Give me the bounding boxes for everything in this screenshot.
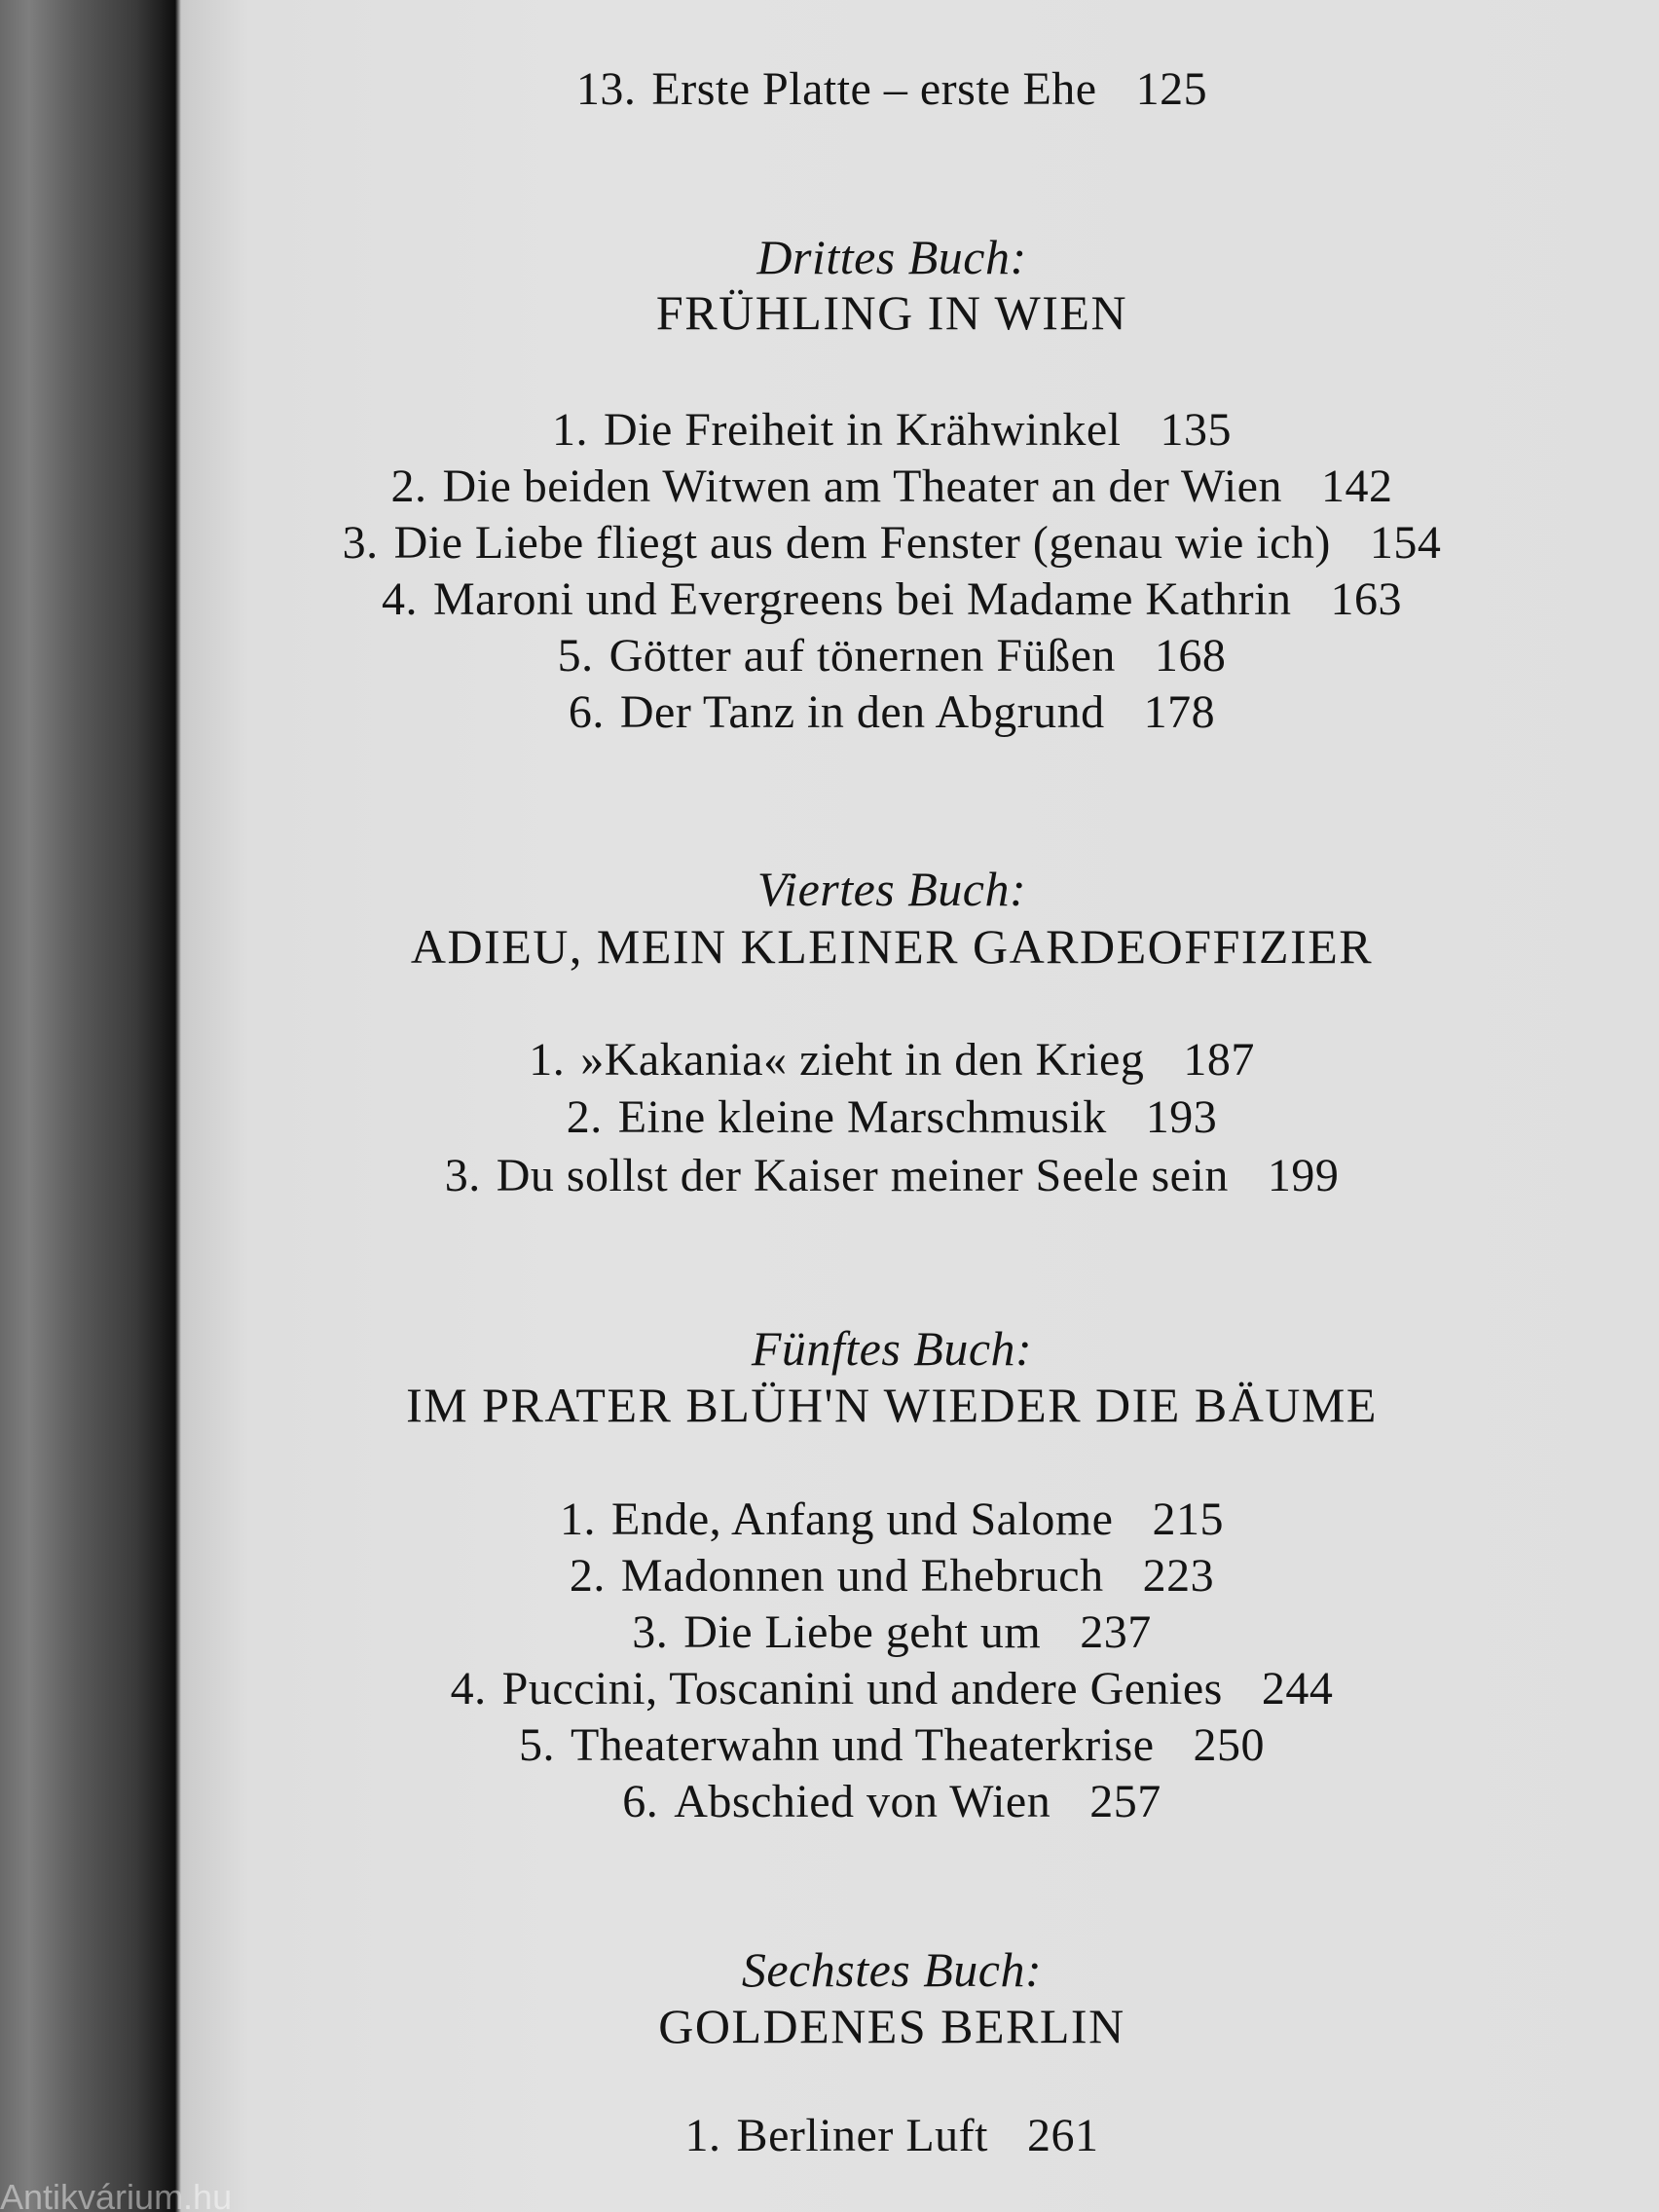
entry-page: 163 — [1330, 573, 1402, 625]
toc-entry — [191, 1717, 1593, 1774]
toc-entry — [191, 1661, 1593, 1717]
entry-title: Erste Platte – erste Ehe — [651, 63, 1097, 115]
entry-title: Die Liebe geht um — [683, 1606, 1042, 1658]
toc-entry — [191, 2108, 1593, 2164]
entry-page: 178 — [1143, 686, 1216, 738]
entry-number: 2. — [390, 461, 427, 512]
entry-title: Die Freiheit in Krähwinkel — [603, 404, 1122, 456]
entry-number: 4. — [381, 573, 418, 625]
book-title: GOLDENES BERLIN — [658, 1999, 1125, 2053]
entry-number: 6. — [568, 686, 605, 738]
entry-title: Madonnen und Ehebruch — [620, 1550, 1104, 1602]
toc-entry — [191, 1032, 1593, 1088]
book-label: Sechstes Buch: — [741, 1942, 1043, 1997]
entry-title: Die Liebe fliegt aus dem Fenster (genau wie ich) — [393, 517, 1331, 569]
table-of-contents — [191, 0, 1593, 2212]
entry-number: 2. — [566, 1091, 603, 1143]
entry-page: 199 — [1267, 1150, 1340, 1201]
entry-number: 3. — [342, 517, 379, 569]
entry-title: »Kakania« zieht in den Krieg — [580, 1034, 1145, 1086]
book-title: ADIEU, MEIN KLEINER GARDEOFFIZIER — [410, 919, 1374, 974]
entry-title: Götter auf tönernen Füßen — [608, 630, 1116, 682]
book-label: Viertes Buch: — [756, 862, 1027, 916]
entry-number: 1. — [684, 2110, 721, 2161]
toc-entry — [191, 1492, 1593, 1548]
entry-number: 6. — [622, 1776, 659, 1827]
entry-page: 244 — [1261, 1663, 1334, 1714]
book-label: Drittes Buch: — [756, 230, 1027, 284]
toc-entry — [191, 1089, 1593, 1146]
entry-number: 3. — [444, 1150, 481, 1201]
entry-title: Ende, Anfang und Salome — [611, 1493, 1114, 1545]
entry-number: 1. — [529, 1034, 566, 1086]
entry-title: Berliner Luft — [736, 2110, 988, 2161]
entry-number: 5. — [518, 1719, 555, 1771]
watermark: Antikvárium.hu — [0, 2177, 233, 2212]
entry-title: Abschied von Wien — [674, 1776, 1051, 1827]
toc-entry — [191, 1774, 1593, 1830]
entry-title: Puccini, Toscanini und andere Genies — [501, 1663, 1223, 1714]
toc-entry — [191, 1548, 1593, 1604]
entry-title: Maroni und Evergreens bei Madame Kathrin — [432, 573, 1292, 625]
toc-entry — [191, 628, 1593, 684]
toc-entry — [191, 61, 1593, 118]
book-title: FRÜHLING IN WIEN — [655, 285, 1128, 340]
toc-entry — [191, 515, 1593, 571]
entry-page: 193 — [1145, 1091, 1218, 1143]
entry-number: 3. — [632, 1606, 669, 1658]
entry-number: 1. — [560, 1493, 597, 1545]
entry-page: 154 — [1369, 517, 1442, 569]
toc-entry — [191, 1148, 1593, 1204]
entry-number: 5. — [557, 630, 594, 682]
entry-page: 237 — [1080, 1606, 1152, 1658]
entry-page: 125 — [1135, 63, 1208, 115]
entry-page: 250 — [1193, 1719, 1265, 1771]
toc-entry — [191, 402, 1593, 459]
entry-number: 13. — [575, 63, 637, 115]
toc-entry — [191, 684, 1593, 741]
entry-title: Eine kleine Marschmusik — [617, 1091, 1107, 1143]
entry-page: 135 — [1160, 404, 1233, 456]
entry-page: 261 — [1026, 2110, 1099, 2161]
entry-title: Du sollst der Kaiser meiner Seele sein — [496, 1150, 1229, 1201]
entry-title: Der Tanz in den Abgrund — [619, 686, 1105, 738]
toc-entry — [191, 459, 1593, 515]
entry-page: 223 — [1142, 1550, 1215, 1602]
entry-number: 4. — [450, 1663, 487, 1714]
entry-number: 1. — [551, 404, 588, 456]
entry-number: 2. — [569, 1550, 606, 1602]
entry-page: 215 — [1152, 1493, 1224, 1545]
entry-page: 187 — [1183, 1034, 1255, 1086]
entry-title: Theaterwahn und Theaterkrise — [570, 1719, 1155, 1771]
entry-title: Die beiden Witwen am Theater an der Wien — [442, 461, 1282, 512]
entry-page: 142 — [1320, 461, 1393, 512]
entry-page: 257 — [1089, 1776, 1161, 1827]
book-spine — [0, 0, 195, 2212]
book-title: IM PRATER BLÜH'N WIEDER DIE BÄUME — [406, 1378, 1378, 1432]
entry-page: 168 — [1154, 630, 1227, 682]
toc-entry — [191, 571, 1593, 628]
book-label: Fünftes Buch: — [751, 1321, 1033, 1376]
toc-entry — [191, 1604, 1593, 1661]
